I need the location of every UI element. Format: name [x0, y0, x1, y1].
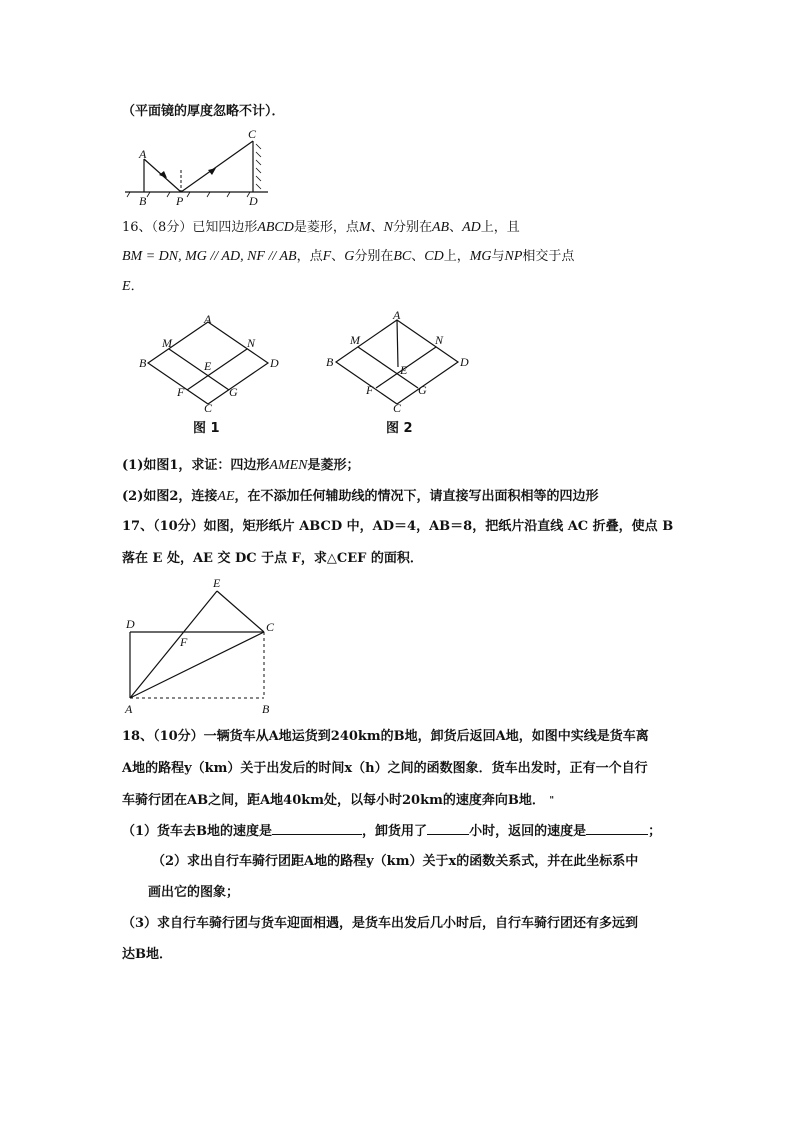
fig2-caption: 图 2 [386, 421, 413, 436]
q16-part-1: (1)如图1，求证：四边形AMEN是菱形； [122, 458, 360, 473]
fig2-label-A: A [393, 308, 401, 322]
q16-line-1: 16、（8分）已知四边形ABCD是菱形，点M、N分别在AB、AD上，且 [122, 220, 520, 235]
fig17-label-B: B [262, 702, 270, 716]
fig17-label-A: A [125, 702, 133, 716]
fig2-label-B: B [326, 355, 334, 369]
answer-blank-unload-hours[interactable] [427, 822, 469, 835]
fig1-label-D: D [270, 356, 279, 370]
q18-line-1: 18、（10分）一辆货车从A地运货到240km的B地，卸货后返回A地，如图中实线是货车离 [122, 729, 649, 744]
rhombus-figure-2 [322, 306, 472, 442]
fig2-label-E: E [400, 363, 408, 377]
q16-part-2: (2)如图2，连接AE，在不添加任何辅助线的情况下，请直接写出面积相等的四边形 [122, 489, 599, 504]
fig1-label-M: M [162, 336, 172, 350]
fig15-label-D: D [249, 194, 258, 208]
rhombus-figure-1 [138, 312, 283, 442]
fig1-label-G: G [229, 385, 238, 399]
answer-blank-speed-to-b[interactable] [272, 822, 362, 835]
q18-line-2: A地的路程y（km）关于出发后的时间x（h）之间的函数图象．货车出发时，正有一个自行 [122, 761, 648, 776]
fig2-label-D: D [460, 355, 469, 369]
q15-tail: （平面镜的厚度忽略不计）． [122, 104, 285, 119]
fig1-label-B: B [139, 356, 147, 370]
q18-part-1: （1）货车去B地的速度是 ，卸货用了 小时，返回的速度是 ； [122, 824, 662, 839]
q18-part-2-line-2: 画出它的图象； [148, 885, 240, 900]
fig15-label-B: B [139, 194, 147, 208]
q16-line-3: E． [122, 279, 144, 294]
q16-line-2: BM = DN, MG // AD, NF // AB，点F、G分别在BC、CD上，MG与NP相交于点 [122, 249, 575, 264]
fig17-label-E: E [213, 576, 221, 590]
fig2-label-G: G [418, 383, 427, 397]
fig2-label-F: F [366, 383, 374, 397]
fig2-label-N: N [435, 333, 444, 347]
fig15-label-C: C [248, 127, 257, 141]
mirror-figure [120, 128, 280, 208]
fig2-label-M: M [350, 333, 360, 347]
fig17-label-F: F [180, 635, 188, 649]
fig1-label-A: A [204, 312, 212, 326]
answer-blank-return-speed[interactable] [586, 822, 648, 835]
fig1-label-N: N [247, 336, 256, 350]
q18-line-3: 车骑行团在AB之间，距A地40km处，以每小时20km的速度奔向B地． " [122, 793, 555, 808]
fig15-label-A: A [139, 147, 147, 161]
fig15-label-P: P [176, 194, 184, 208]
fig2-label-C: C [393, 401, 402, 415]
q17-line-1: 17、（10分）如图，矩形纸片 ABCD 中，AD＝4，AB＝8，把纸片沿直线 AC 折叠，使点 B [122, 519, 674, 534]
fig17-label-C: C [266, 620, 275, 634]
q18-part-2-line-1: （2）求出自行车骑行团距A地的路程y（km）关于x的函数关系式，并在此坐标系中 [152, 854, 639, 869]
q18-part-3-line-2: 达B地． [122, 947, 172, 962]
fig1-caption: 图 1 [193, 421, 220, 436]
fold-figure [120, 574, 290, 719]
fig1-label-E: E [204, 359, 212, 373]
fig1-label-F: F [177, 385, 185, 399]
fig1-label-C: C [204, 401, 213, 415]
q18-part-3-line-1: （3）求自行车骑行团与货车迎面相遇，是货车出发后几小时后，自行车骑行团还有多远到 [122, 916, 639, 931]
fig17-label-D: D [126, 617, 135, 631]
q17-line-2: 落在 E 处，AE 交 DC 于点 F，求△CEF 的面积． [122, 551, 423, 566]
